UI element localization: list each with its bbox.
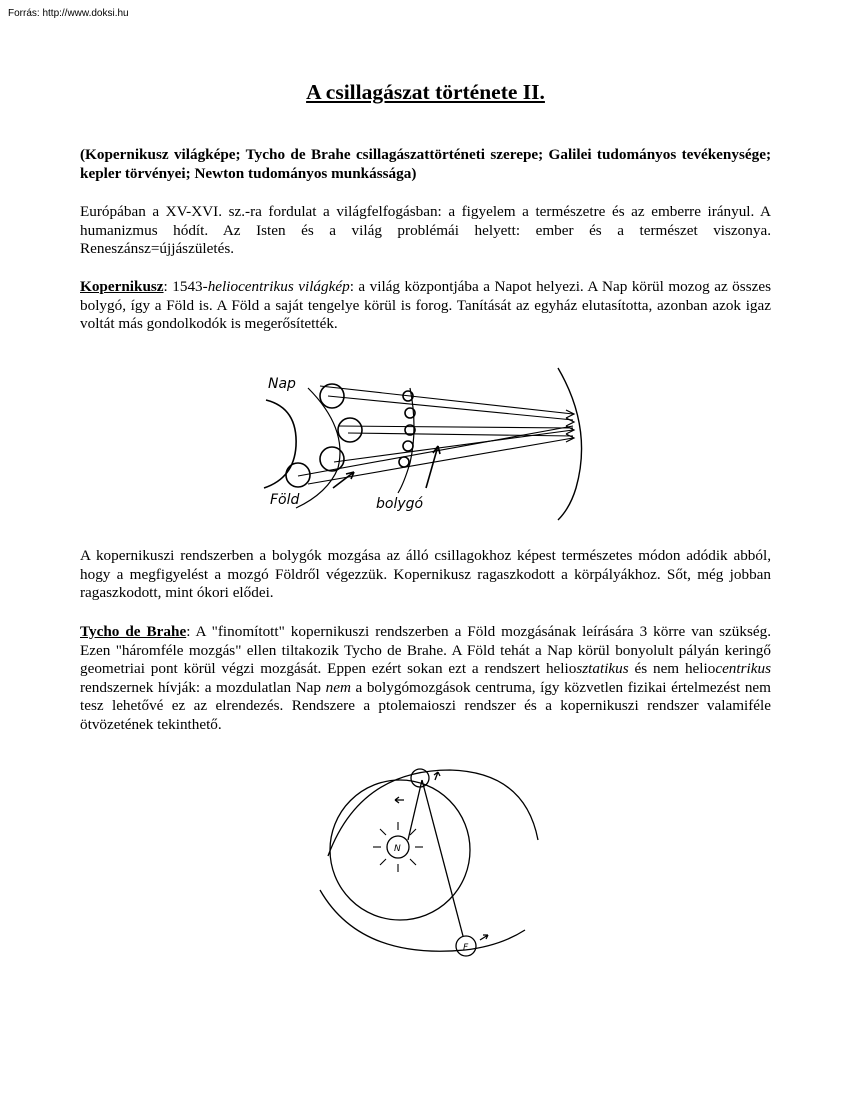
- earth-position-3: [320, 447, 344, 471]
- kopernikusz-followup-paragraph: A kopernikuszi rendszerben a bolygók mozgása az álló csillagokhoz képest természetes módon adódik abból, hogy a megfigyelést a mozgó Földről végezzük. Kopernikusz ragaszkodott a körpályákhoz. Sőt, még jobban ragaszkodott, mint ókori elődei.: [80, 547, 771, 601]
- tycho-emphasis-2: centrikus: [715, 660, 771, 677]
- orbit-direction-arrow-1: [395, 797, 404, 803]
- tycho-text-4: a bolygómozgások centruma, így közvetlen fizikai értelmezést nem tesz lehetővé ez az elrendezés. Rendszere a ptolemaioszi rendszer és a kopernikuszi rendszer valamiféle ötvözetének tekinthető.: [80, 678, 771, 733]
- tycho-text-3: rendszernek hívják: a mozdulatlan Nap: [80, 678, 326, 696]
- sun-arc: [264, 400, 296, 488]
- label-bolygo: bolygó: [376, 496, 424, 512]
- kopernikusz-paragraph: [80, 278, 771, 334]
- kopernikusz-term: Kopernikusz: [80, 278, 164, 295]
- tycho-paragraph: [80, 623, 771, 734]
- planet-position-4: [403, 441, 413, 451]
- tycho-emphasis-1: sztatikus: [576, 660, 629, 677]
- tycho-text-1: : A "finomított" kopernikuszi rendszerben a Föld mozgásának leírására 3 körre van szükség. Ezen "háromféle mozgás" ellen tiltakozik Tycho de Brahe. A Föld tehát a Nap körül bonyolult pályán keringő geometriai pont körül végzi mozgását. Eppen ezért sokan ezt a rendszert helio: [80, 623, 771, 677]
- planet-small-circle: [411, 769, 429, 787]
- outer-orbit-arc: [328, 770, 538, 856]
- label-nap: Nap: [268, 376, 296, 392]
- intro-paragraph: Európában a XV-XVI. sz.-ra fordulat a világfelfogásban: a figyelem a természetre és az emberre irányul. A humanizmus hódít. Az Isten és a világ problémái helyett: ember és a természet viszonya. Reneszánsz=újjászületés.: [80, 203, 771, 257]
- label-n: N: [394, 844, 401, 854]
- label-f: F: [463, 943, 469, 953]
- tycho-emphasis-3: nem: [325, 678, 351, 696]
- kopernikusz-emphasis: heliocentrikus világkép: [207, 278, 350, 295]
- heliocentric-diagram: [258, 358, 598, 526]
- subtitle-paragraph: (Kopernikusz világképe; Tycho de Brahe csillagászattörténeti szerepe; Galilei tudományos tevékenysége; kepler törvényei; Newton tudományos munkássága): [80, 146, 771, 182]
- tycho-term: Tycho de Brahe: [80, 623, 187, 640]
- orbit-direction-arrow-2: [434, 772, 440, 780]
- page-title: A csillagászat története II.: [306, 80, 545, 104]
- planet-position-5: [399, 457, 409, 467]
- earth-position-2: [338, 418, 362, 442]
- earth-motion-arrow: [333, 472, 354, 488]
- source-note: Forrás: http://www.doksi.hu: [8, 8, 129, 19]
- tycho-system-diagram: [300, 760, 540, 970]
- kopernikusz-text: : a világ központjába a Napot helyezi. A Nap körül mozog az összes bolygó, így a Föld is. A Föld a saját tengelye körül is forog. Tanítását az egyház elutasította, azonban azok igaz voltát más gondolkodók is megerősítették.: [80, 278, 771, 332]
- earth-direction-arrow: [480, 935, 488, 940]
- kopernikusz-sep: : 1543-: [163, 278, 208, 295]
- label-fold: Föld: [270, 492, 300, 508]
- tycho-text-2: és nem helio: [628, 660, 716, 677]
